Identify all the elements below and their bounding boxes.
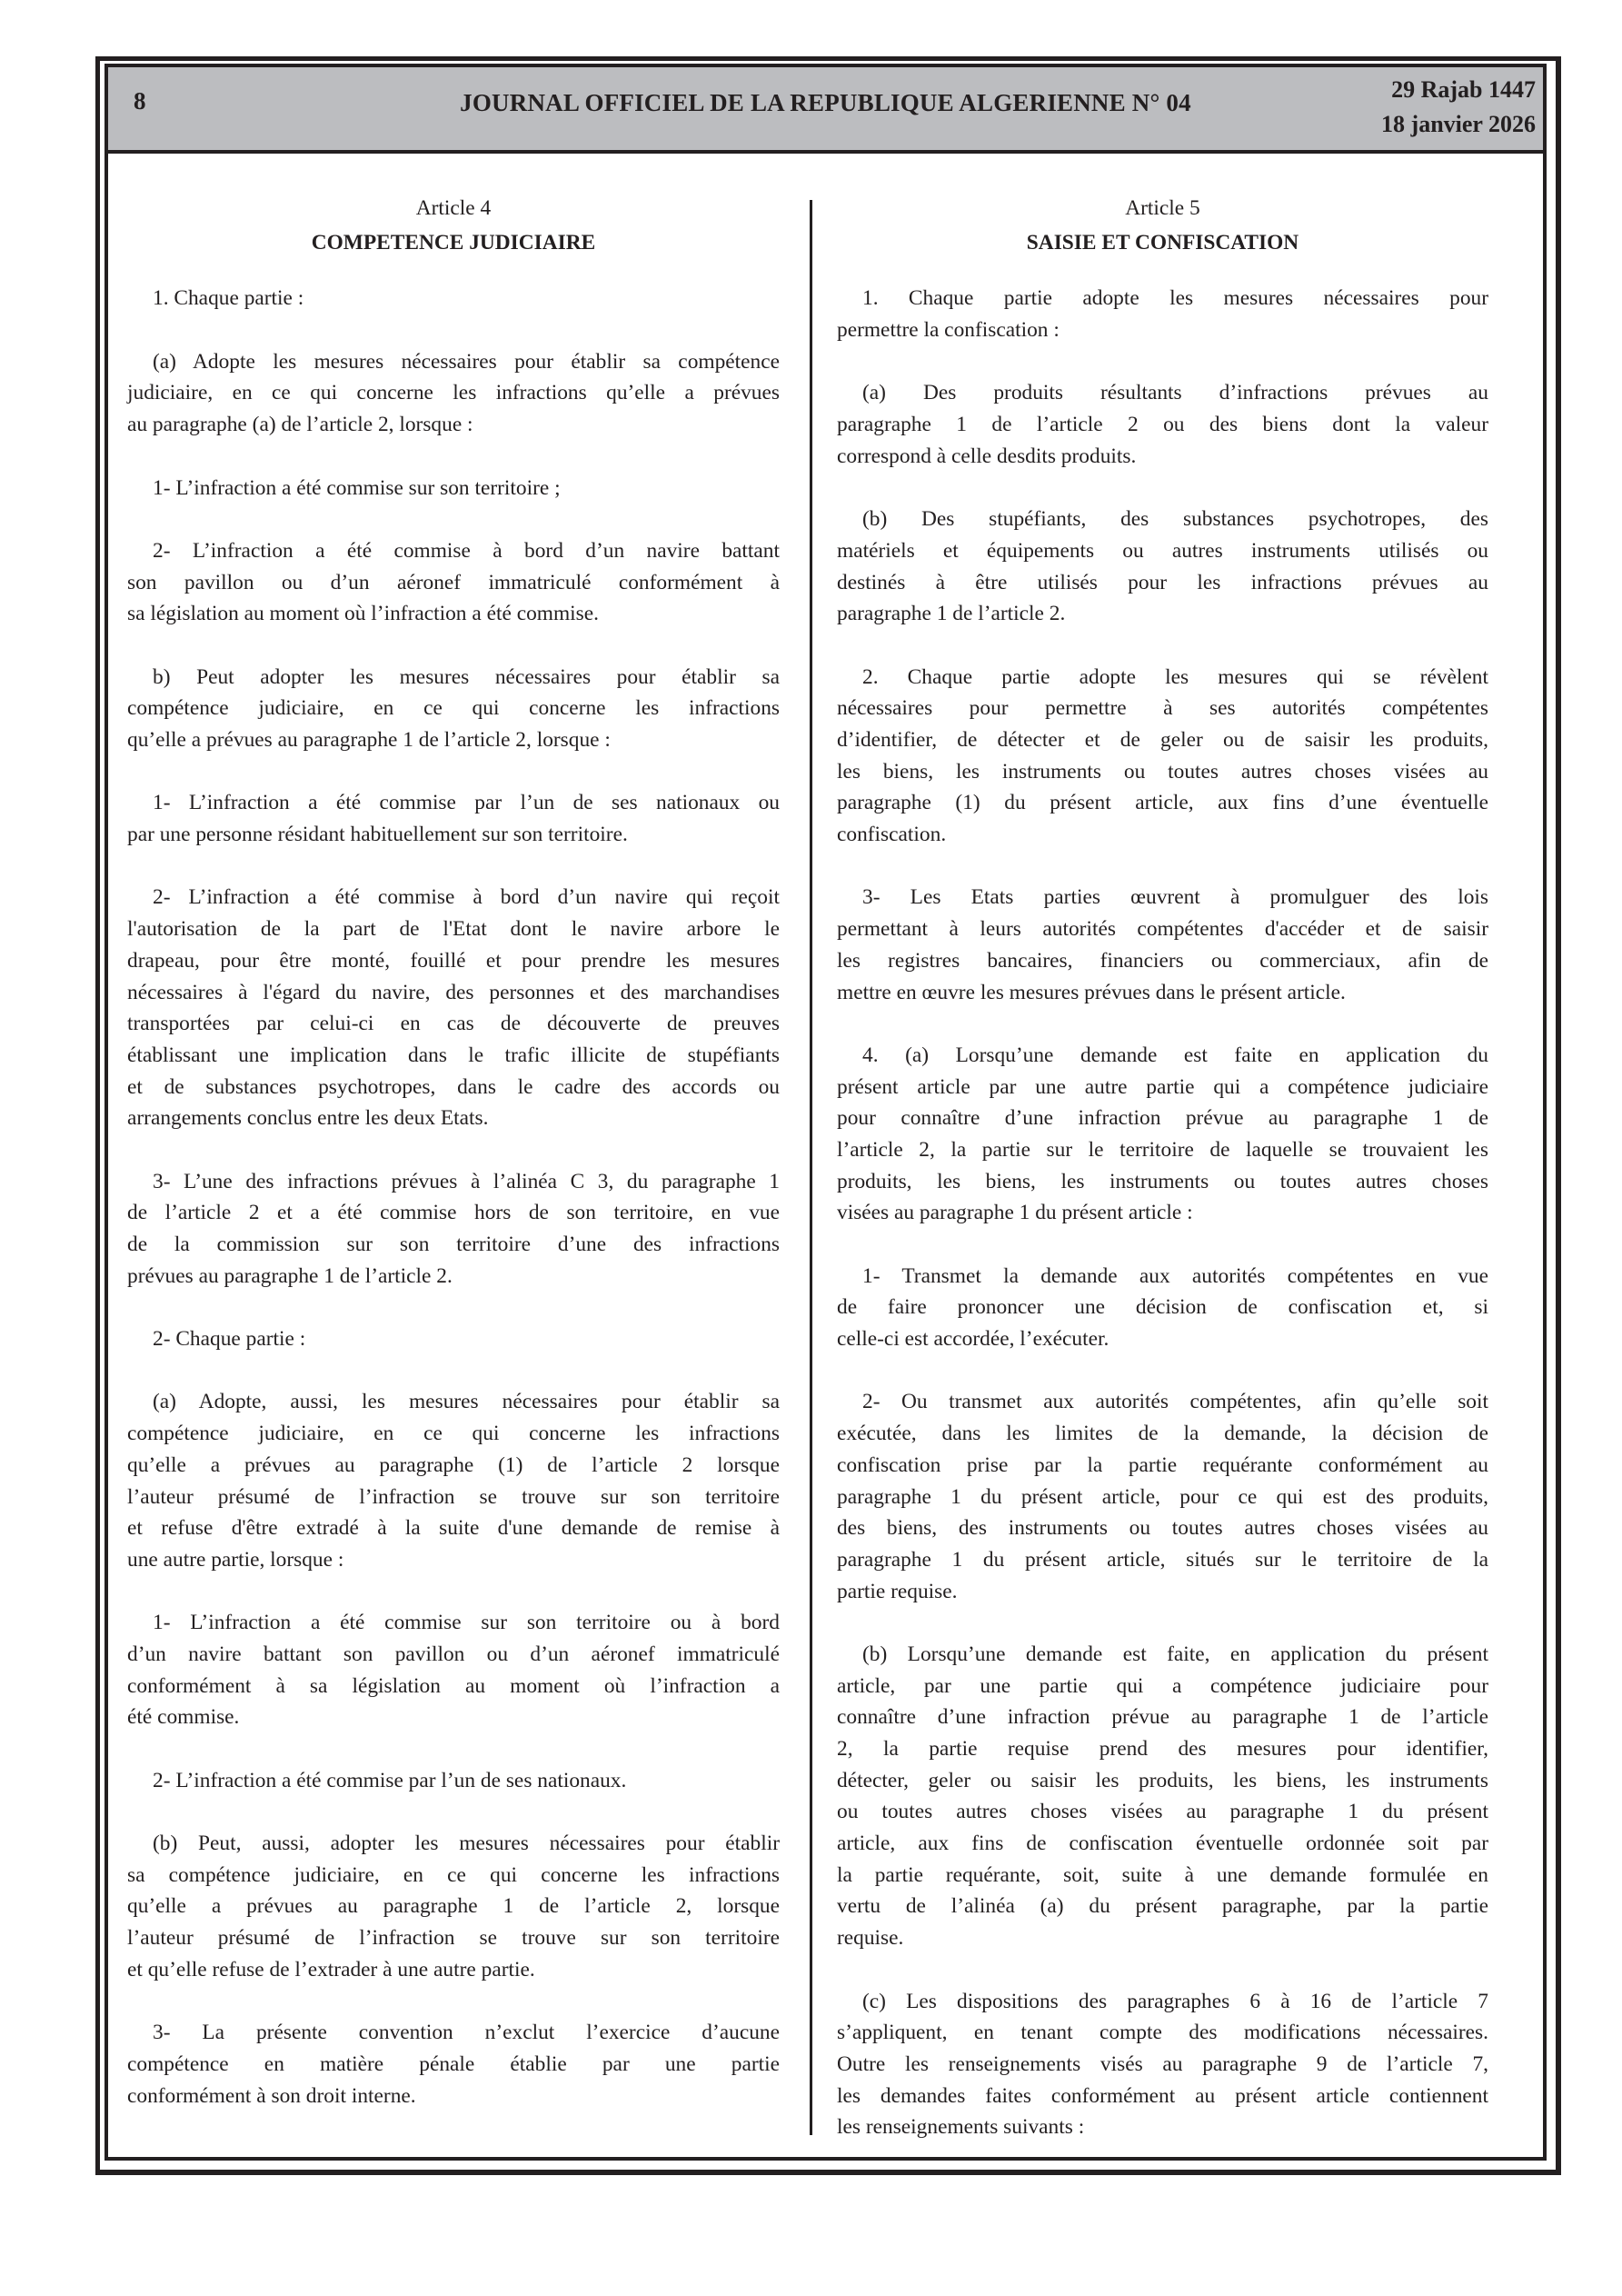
text-line: 1- L’infraction a été commise sur son territoire ; xyxy=(153,475,561,500)
text-line: de faire prononcer une décision de confiscation et, si xyxy=(837,1295,1488,1320)
text-line: correspond à celle desdits produits. xyxy=(837,444,1137,468)
text-line: d’identifier, de détecter et de geler ou de saisir les produits, xyxy=(837,728,1488,752)
text-line: les renseignements suivants : xyxy=(837,2115,1085,2140)
article-body xyxy=(127,283,780,2111)
text-line: paragraphe 1 de l’article 2 ou des biens dont la valeur xyxy=(837,413,1488,437)
text-line: établissant une implication dans le trafic illicite de stupéfiants xyxy=(127,1043,780,1067)
text-line: (a) Adopte les mesures nécessaires pour établir sa compétence xyxy=(153,349,780,374)
text-line: paragraphe (1) du présent article, aux fins d’une éventuelle xyxy=(837,791,1488,815)
article-number: Article 5 xyxy=(1125,196,1200,220)
text-line: 2- Chaque partie : xyxy=(153,1327,306,1352)
column-divider xyxy=(810,200,812,2135)
text-line: qu’elle a prévues au paragraphe 1 de l’article 2, lorsque : xyxy=(127,728,611,752)
text-line: présent article par une autre partie qui a compétence judiciaire xyxy=(837,1074,1488,1099)
paragraph xyxy=(127,2017,780,2111)
paragraph xyxy=(127,662,780,756)
text-line: prévues au paragraphe 1 de l’article 2. xyxy=(127,1263,453,1288)
paragraph xyxy=(127,1323,780,1355)
text-line: transportées par celui-ci en cas de découverte de preuves xyxy=(127,1012,780,1036)
text-line: qu’elle a prévues au paragraphe 1 de l’article 2, lorsque xyxy=(127,1894,780,1919)
text-line: 3- L’une des infractions prévues à l’alinéa C 3, du paragraphe 1 xyxy=(153,1169,780,1193)
article-number: Article 4 xyxy=(415,196,492,220)
text-line: compétence judiciaire, en ce qui concerne les infractions xyxy=(127,1422,780,1446)
paragraph xyxy=(127,1765,780,1797)
text-line: destinés à être utilisés pour les infractions prévues au xyxy=(837,570,1488,594)
text-line: les registres bancaires, financiers ou commerciaux, afin de xyxy=(837,948,1488,973)
page-number: 8 xyxy=(134,87,146,115)
paragraph xyxy=(837,1386,1488,1607)
text-line: 1. Chaque partie adopte les mesures nécessaires pour xyxy=(862,286,1488,311)
text-line: 1- Transmet la demande aux autorités compétentes en vue xyxy=(862,1263,1488,1288)
journal-header-bar xyxy=(108,67,1543,154)
text-line: pour connaître d’une infraction prévue au paragraphe 1 de xyxy=(837,1106,1488,1131)
text-line: la partie requérante, soit, suite à une demande formulée en xyxy=(837,1862,1488,1887)
text-line: article, par une partie qui a compétence judiciaire pour xyxy=(837,1673,1488,1698)
text-line: l’auteur présumé de l’infraction se trouve sur son territoire xyxy=(127,1926,780,1951)
text-line: les demandes faites conformément au présent article contiennent xyxy=(837,2083,1488,2108)
text-line: 3- La présente convention n’exclut l’exercice d’aucune xyxy=(153,2021,780,2045)
paragraph xyxy=(127,882,780,1134)
text-line: compétence en matière pénale établie par une partie xyxy=(127,2051,780,2076)
text-line: paragraphe 1 du présent article, pour ce qui est des produits, xyxy=(837,1484,1488,1509)
text-line: conformément à sa législation au moment où l’infraction a xyxy=(127,1673,780,1698)
text-line: ou toutes autres choses visées au paragraphe 1 du présent xyxy=(837,1800,1488,1824)
paragraph xyxy=(127,283,780,314)
paragraph xyxy=(837,1639,1488,1954)
paragraph xyxy=(127,787,780,850)
paragraph xyxy=(127,1828,780,1985)
left-column xyxy=(127,193,780,2143)
text-line: qu’elle a prévues au paragraphe (1) de l’article 2 lorsque xyxy=(127,1452,780,1477)
text-line: sa compétence judiciaire, en ce qui concerne les infractions xyxy=(127,1862,780,1887)
text-line: permettant à leurs autorités compétentes d'accéder et de saisir xyxy=(837,917,1488,942)
text-line: de l’article 2 et a été commise hors de son territoire, en vue xyxy=(127,1201,780,1225)
text-line: été commise. xyxy=(127,1705,240,1730)
text-line: judiciaire, en ce qui concerne les infractions qu’elle a prévues xyxy=(127,381,780,405)
text-line: requise. xyxy=(837,1926,904,1951)
text-line: (a) Des produits résultants d’infractions prévues au xyxy=(862,381,1488,405)
paragraph xyxy=(837,377,1488,472)
text-line: (a) Adopte, aussi, les mesures nécessaires pour établir sa xyxy=(153,1390,780,1414)
paragraph xyxy=(127,535,780,630)
paragraph xyxy=(837,1986,1488,2143)
paragraph xyxy=(127,1607,780,1733)
paragraph xyxy=(127,346,780,441)
text-line: 3- Les Etats parties œuvrent à promulguer des lois xyxy=(862,885,1488,910)
text-line: confiscation. xyxy=(837,823,947,847)
text-line: paragraphe 1 du présent article, situés sur le territoire de la xyxy=(837,1547,1488,1572)
text-line: et refuse d'être extradé à la suite d'une demande de remise à xyxy=(127,1516,780,1541)
text-line: l'autorisation de la part de l'Etat dont le navire arbore le xyxy=(127,917,780,942)
text-line: 2- L’infraction a été commise à bord d’un navire battant xyxy=(153,538,780,563)
article-title: SAISIE ET CONFISCATION xyxy=(1026,230,1299,255)
article-body xyxy=(837,283,1488,2143)
text-line: produits, les biens, les instruments ou toutes autres choses xyxy=(837,1169,1488,1193)
article-title: COMPETENCE JUDICIAIRE xyxy=(311,230,596,255)
text-line: matériels et équipements ou autres instruments utilisés ou xyxy=(837,538,1488,563)
text-line: 2- L’infraction a été commise à bord d’un navire qui reçoit xyxy=(153,885,780,910)
text-line: les biens, les instruments ou toutes autres choses visées au xyxy=(837,759,1488,784)
text-line: paragraphe 1 de l’article 2. xyxy=(837,602,1066,626)
text-line: (b) Lorsqu’une demande est faite, en application du présent xyxy=(862,1642,1488,1666)
text-line: 2. Chaque partie adopte les mesures qui se révèlent xyxy=(862,664,1488,689)
text-line: celle-ci est accordée, l’exécuter. xyxy=(837,1327,1110,1352)
paragraph xyxy=(127,1386,780,1575)
text-line: l’article 2, la partie sur le territoire de laquelle se trouvaient les xyxy=(837,1137,1488,1162)
text-line: et de substances psychotropes, dans le cadre des accords ou xyxy=(127,1074,780,1099)
text-line: son pavillon ou d’un aéronef immatriculé conformément à xyxy=(127,570,780,594)
text-line: des biens, des instruments ou toutes autres choses visées au xyxy=(837,1516,1488,1541)
text-line: détecter, geler ou saisir les produits, les biens, les instruments xyxy=(837,1768,1488,1792)
text-line: mettre en œuvre les mesures prévues dans le présent article. xyxy=(837,980,1346,1004)
text-line: drapeau, pour être monté, fouillé et pour prendre les mesures xyxy=(127,948,780,973)
text-line: 4. (a) Lorsqu’une demande est faite en application du xyxy=(862,1043,1488,1067)
text-line: 2, la partie requise prend des mesures pour identifier, xyxy=(837,1737,1488,1761)
text-line: (c) Les dispositions des paragraphes 6 à 16 de l’article 7 xyxy=(862,1989,1488,2013)
text-line: confiscation prise par la partie requérante conformément au xyxy=(837,1452,1488,1477)
text-line: b) Peut adopter les mesures nécessaires pour établir sa xyxy=(153,664,780,689)
right-column xyxy=(837,193,1488,2175)
text-line: conformément à son droit interne. xyxy=(127,2083,416,2108)
text-line: nécessaires pour permettre à ses autorités compétentes xyxy=(837,696,1488,721)
gregorian-date: 18 janvier 2026 xyxy=(1381,111,1536,137)
text-line: partie requise. xyxy=(837,1579,958,1603)
paragraph xyxy=(837,504,1488,630)
text-line: l’auteur présumé de l’infraction se trouve sur son territoire xyxy=(127,1484,780,1509)
text-line: 2- L’infraction a été commise par l’un de ses nationaux. xyxy=(153,1768,627,1792)
issue-date xyxy=(1381,73,1536,142)
text-line: compétence judiciaire, en ce qui concerne les infractions xyxy=(127,696,780,721)
text-line: par une personne résidant habituellement sur son territoire. xyxy=(127,823,628,847)
text-line: (b) Des stupéfiants, des substances psychotropes, des xyxy=(862,507,1488,532)
text-line: vertu de l’alinéa (a) du présent paragraphe, par la partie xyxy=(837,1894,1488,1919)
paragraph xyxy=(837,882,1488,1008)
paragraph xyxy=(837,1261,1488,1355)
paragraph xyxy=(127,473,780,504)
text-line: une autre partie, lorsque : xyxy=(127,1547,344,1572)
text-line: 1- L’infraction a été commise sur son territoire ou à bord xyxy=(153,1611,780,1635)
text-line: permettre la confiscation : xyxy=(837,318,1060,343)
text-line: visées au paragraphe 1 du présent article : xyxy=(837,1201,1193,1225)
text-line: de la commission sur son territoire d’une des infractions xyxy=(127,1233,780,1256)
text-line: sa législation au moment où l’infraction a été commise. xyxy=(127,602,599,626)
hijri-date: 29 Rajab 1447 xyxy=(1391,76,1536,103)
text-line: nécessaires à l'égard du navire, des personnes et des marchandises xyxy=(127,980,780,1004)
paragraph xyxy=(837,283,1488,345)
text-line: exécutée, dans les limites de la demande, la décision de xyxy=(837,1422,1488,1446)
journal-title: JOURNAL OFFICIEL DE LA REPUBLIQUE ALGERIENNE N° 04 xyxy=(460,89,1191,116)
paragraph xyxy=(837,662,1488,851)
text-line: 1- L’infraction a été commise par l’un de ses nationaux ou xyxy=(153,791,780,815)
text-line: et qu’elle refuse de l’extrader à une autre partie. xyxy=(127,1957,535,1982)
text-line: arrangements conclus entre les deux Etats. xyxy=(127,1106,489,1131)
text-line: au paragraphe (a) de l’article 2, lorsque : xyxy=(127,413,473,437)
text-line: connaître d’une infraction prévue au paragraphe 1 de l’article xyxy=(837,1705,1488,1730)
text-line: d’un navire battant son pavillon ou d’un aéronef immatriculé xyxy=(127,1642,780,1666)
paragraph xyxy=(127,1166,780,1293)
text-line: Outre les renseignements visés au paragraphe 9 de l’article 7, xyxy=(837,2051,1488,2076)
text-line: s’appliquent, en tenant compte des modifications nécessaires. xyxy=(837,2021,1488,2045)
text-line: 2- Ou transmet aux autorités compétentes, afin qu’elle soit xyxy=(862,1390,1488,1414)
text-line: 1. Chaque partie : xyxy=(153,286,304,311)
text-line: article, aux fins de confiscation éventuelle ordonnée soit par xyxy=(837,1832,1488,1856)
text-line: (b) Peut, aussi, adopter les mesures nécessaires pour établir xyxy=(153,1832,780,1856)
paragraph xyxy=(837,1040,1488,1229)
